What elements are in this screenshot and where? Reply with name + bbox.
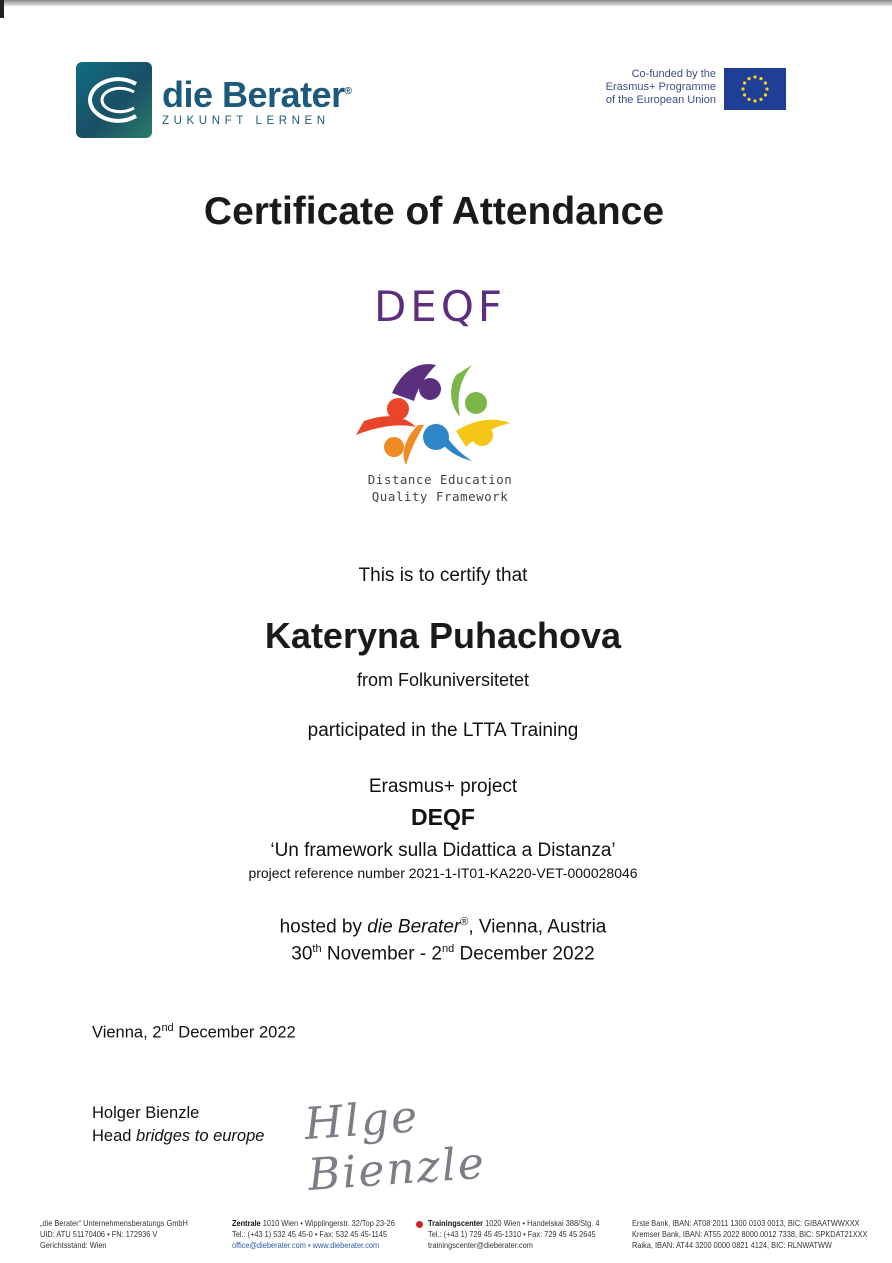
die-berater-logo-icon — [76, 62, 152, 138]
certify-intro: This is to certify that — [358, 565, 528, 586]
eu-cofunded-logo — [588, 68, 786, 110]
eu-star — [753, 99, 756, 102]
scan-edge — [0, 0, 892, 6]
issue-place-date: Vienna, 2nd December 2022 — [92, 1022, 296, 1042]
participation-statement: participated in the LTTA Training — [307, 720, 579, 741]
deqf-logo — [340, 282, 540, 505]
participant-organization: from Folkuniversitetet — [356, 670, 530, 690]
footer-bank-details: Erste Bank, IBAN: AT08 2011 1300 0103 0013, BIC: GIBAATWWXXX Kremser Bank, IBAN: AT55 2022 8000 0012 7338, BIC: SPKDAT21XXX Raika, IBAN: AT44 3200 0000 0821 4124, BIC: RLNWATWW — [632, 1218, 868, 1250]
eu-star — [764, 81, 767, 84]
eu-star — [747, 98, 750, 101]
die-berater-logo — [76, 62, 351, 138]
signatory-name: Holger Bienzle — [92, 1104, 200, 1122]
eu-star — [753, 75, 756, 78]
org-name: die Berater® — [162, 74, 352, 115]
eu-cofunded-text: Co-funded by the Erasmus+ Programme of the European Union — [605, 68, 716, 106]
handwritten-signature: Hlge Bienzle — [302, 1091, 488, 1201]
footer-trainingscenter: Trainingscenter 1020 Wien • Handelskai 388/Stg. 4 Tel.: (+43 1) 729 45 45-1310 • Fax: 729 45 45 2645 trainingscenter@dieberater.com — [428, 1218, 600, 1250]
scan-edge-mark — [0, 0, 4, 18]
eu-flag-icon — [724, 68, 786, 110]
eu-star — [747, 77, 750, 80]
programme-label: Erasmus+ project — [368, 776, 518, 797]
project-title: ‘Un framework sulla Didattica a Distanza’ — [270, 840, 616, 861]
footer-headquarters: Zentrale 1010 Wien • Wipplingerstr. 32/Top 23-26 Tel.: (+43 1) 532 45 45-0 • Fax: 532 45 45-1145 office@dieberater.com • www.dieberater.com — [232, 1218, 395, 1250]
training-dates: 30th November - 2nd December 2022 — [291, 943, 595, 965]
eu-star — [765, 87, 768, 90]
eu-star — [743, 81, 746, 84]
eu-star — [741, 87, 744, 90]
deqf-logo-subtitle: Distance Education Quality Framework — [367, 472, 513, 504]
certificate-title: Certificate of Attendance — [203, 190, 665, 233]
signatory-role: Head bridges to europe — [92, 1127, 265, 1145]
org-tagline: ZUKUNFT LERNEN — [162, 115, 330, 127]
eu-star — [743, 93, 746, 96]
eu-star — [759, 98, 762, 101]
participant-name: Kateryna Puhachova — [264, 615, 622, 656]
project-code: DEQF — [411, 804, 475, 830]
footer-separator-dot — [416, 1221, 423, 1228]
eu-star — [759, 77, 762, 80]
project-reference: project reference number 2021-1-IT01-KA220-VET-000028046 — [248, 865, 638, 881]
signatory — [92, 1102, 264, 1148]
footer-company: „die Berater“ Unternehmensberatungs GmbH UID: ATU 51170406 • FN: 172936 V Gerichtsstand: Wien — [40, 1218, 188, 1250]
host-line: hosted by die Berater®, Vienna, Austria — [279, 916, 607, 938]
eu-star — [764, 93, 767, 96]
deqf-logo-word: DEQF — [373, 282, 507, 331]
deqf-people-icon — [340, 331, 540, 466]
